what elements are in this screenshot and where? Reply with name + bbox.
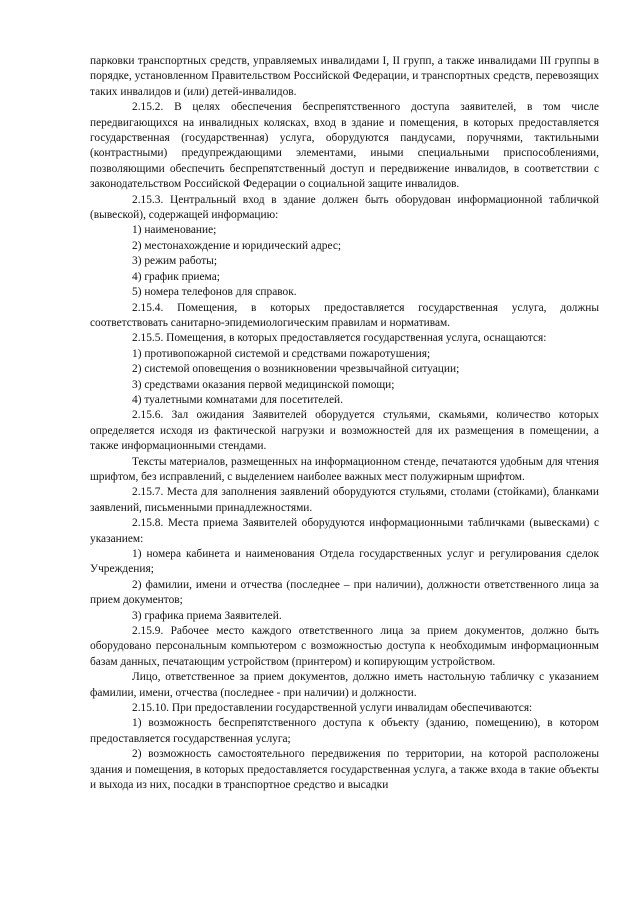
- list-item: 3) режим работы;: [132, 255, 217, 268]
- paragraph-2-15-3: 2.15.3. Центральный вход в здание должен быть оборудован информационной табличкой (вывеской), содержащей информацию:: [90, 193, 599, 222]
- list-item: 2) фамилии, имени и отчества (последнее – при наличии), должности ответственного лица за прием документов;: [90, 578, 599, 607]
- paragraph-2-15-4: 2.15.4. Помещения, в которых предоставляется государственная услуга, должны соответствовать санитарно-эпидемиологическим правилам и нормативам.: [90, 301, 599, 329]
- list-item: 4) график приема;: [132, 270, 220, 283]
- paragraph-2-15-6: 2.15.6. Зал ожидания Заявителей оборудуется стульями, скамьями, количество которых определяется исходя из фактической нагрузки и возможностей для их размещения в помещении, а также информационными стендами.: [90, 409, 599, 453]
- paragraph-2-15-9: 2.15.9. Рабочее место каждого ответственного лица за прием документов, должно быть оборудовано персональным компьютером с возможностью доступа к необходимым информационным базам данных, печатающим устройством (принтером) и копирующим устройством.: [90, 625, 599, 668]
- paragraph-2-15-2: 2.15.2. В целях обеспечения беспрепятственного доступа заявителей, в том числе передвигающихся на инвалидных колясках, вход в здание и помещения, в которых предоставляется государственная (государственная) услуга, оборудуются пандусами, поручнями, тактильными (контрастными) предупреждающими элементами, иными специальными приспособлениями, позволяющими обеспечить беспрепятственный доступ и передвижение инвалидов, в соответствии с законодательством Российской Федерации о социальной защите инвалидов.: [90, 101, 599, 191]
- paragraph-2-15-7: 2.15.7. Места для заполнения заявлений оборудуются стульями, столами (стойками), бланками заявлений, письменными принадлежностями.: [90, 486, 599, 514]
- list-item: 1) наименование;: [132, 224, 217, 237]
- list-item: 2) системой оповещения о возникновении чрезвычайной ситуации;: [132, 363, 460, 376]
- list-item: 1) противопожарной системой и средствами пожаротушения;: [132, 347, 431, 360]
- paragraph-continuation: парковки транспортных средств, управляемых инвалидами I, II групп, а также инвалидами III группы в порядке, установленном Правительством Российской Федерации, и транспортных средств, перевозящих таких инвалидов и (или) детей-инвалидов.: [90, 55, 599, 98]
- paragraph-stend-texts: Тексты материалов, размещенных на информационном стенде, печатаются удобным для чтения шрифтом, без исправлений, с выделением наиболее важных мест полужирным шрифтом.: [90, 455, 599, 483]
- list-item: 4) туалетными комнатами для посетителей.: [132, 393, 343, 406]
- list-item: 5) номера телефонов для справок.: [132, 286, 297, 299]
- list-item: 2) местонахождение и юридический адрес;: [132, 239, 342, 252]
- paragraph-responsible-person: Лицо, ответственное за прием документов, должно иметь настольную табличку с указанием фамилии, имени, отчества (последнее - при наличии) и должности.: [90, 671, 599, 699]
- document-body: [90, 54, 599, 794]
- paragraph-2-15-5: 2.15.5. Помещения, в которых предоставляется государственная услуга, оснащаются:: [132, 332, 547, 345]
- paragraph-2-15-8: 2.15.8. Места приема Заявителей оборудуются информационными табличками (вывесками) с указанием:: [90, 517, 599, 545]
- list-item: 3) графика приема Заявителей.: [132, 609, 282, 622]
- list-item: 1) возможность беспрепятственного доступа к объекту (зданию, помещению), в котором предоставляется государственная услуга;: [90, 717, 599, 745]
- list-item: 1) номера кабинета и наименования Отдела государственных услуг и регулирования сделок Учреждения;: [90, 548, 599, 576]
- list-item: 3) средствами оказания первой медицинской помощи;: [132, 378, 395, 391]
- list-item: 2) возможность самостоятельного передвижения по территории, на которой расположены здания и помещения, в которых предоставляется государственная услуга, а также входа в такие объекты и выхода из них, посадки в транспортное средство и высадки: [90, 748, 599, 792]
- paragraph-2-15-10: 2.15.10. При предоставлении государственной услуги инвалидам обеспечиваются:: [132, 702, 533, 715]
